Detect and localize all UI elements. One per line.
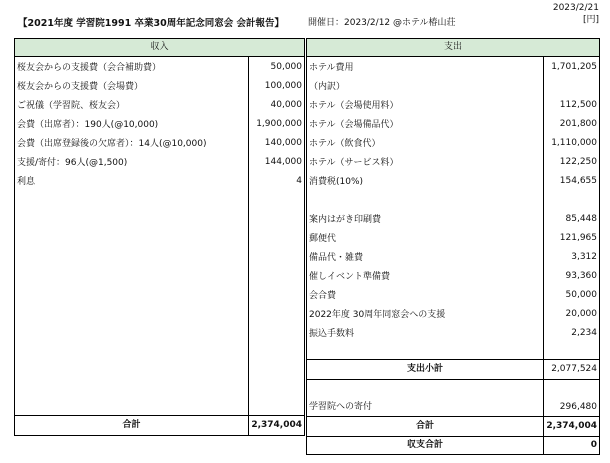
income-total-amount: 2,374,004 [248, 416, 304, 435]
expense-row [307, 247, 599, 266]
expense-total-label: 合計 [415, 421, 434, 431]
expense-row-amount: 154,655 [559, 175, 597, 186]
expense-row [307, 190, 599, 209]
donation-label: 学習院への寄付 [309, 402, 373, 412]
expense-row-label: ホテル費用 [309, 63, 354, 73]
expense-subtotal-row [307, 359, 599, 380]
expense-row-label: ホテル（サービス料） [309, 158, 399, 168]
expense-row-amount: 1,110,000 [551, 137, 597, 148]
income-row [15, 133, 304, 152]
expense-row-amount: 2,234 [571, 327, 597, 338]
expense-row-label: 振込手数料 [309, 329, 355, 339]
expense-row-label [307, 190, 543, 209]
income-row-label: 桜友会からの支援費（会合補助費） [17, 63, 162, 73]
expense-row-label: ホテル（会場備品代） [309, 120, 399, 130]
expense-row [307, 133, 599, 152]
expense-row-label: 2022年度 30周年同窓会への支援 [309, 310, 446, 320]
expense-row-amount: 112,500 [559, 99, 597, 110]
donation-amount: 296,480 [559, 402, 597, 412]
expense-row-label: ホテル（飲食代） [309, 139, 381, 149]
donation-row [307, 398, 599, 417]
expense-row-amount: 50,000 [565, 289, 597, 300]
expense-row-amount: 201,800 [559, 118, 597, 129]
income-row-amount: 4 [296, 175, 302, 186]
income-row-amount: 140,000 [264, 137, 302, 148]
expense-heading: 支出 [307, 39, 599, 57]
income-row-label: 支援/寄付：96人(@1,500) [17, 158, 128, 168]
expense-row-amount: 1,701,205 [551, 61, 597, 72]
income-row-label: ご祝儀（学習院、桜友会） [17, 101, 126, 111]
income-table [15, 57, 304, 190]
expense-row-label: 会合費 [309, 291, 337, 301]
income-row-amount: 144,000 [264, 156, 302, 167]
report-title: 【2021年度 学習院1991 卒業30周年記念同窓会 会計報告】 [18, 18, 285, 29]
report-date: 2023/2/21 [552, 3, 599, 13]
expense-row [307, 76, 599, 95]
expense-row-label: 案内はがき印刷費 [309, 215, 382, 225]
income-row-amount: 40,000 [270, 99, 302, 110]
expense-row-label: 郵便代 [309, 234, 337, 244]
expense-row-amount: 3,312 [571, 251, 597, 262]
income-total-row [15, 415, 304, 435]
expense-row [307, 209, 599, 228]
expense-row-amount [543, 190, 599, 209]
expense-row [307, 57, 599, 76]
income-row [15, 152, 304, 171]
income-row [15, 57, 304, 76]
expense-row [307, 285, 599, 304]
income-row-label: 会費（出席登録後の欠席者）：14人(@10,000) [17, 139, 207, 149]
income-section [14, 38, 305, 436]
event-info: 開催日：2023/2/12 @ホテル椿山荘 [308, 18, 456, 28]
expense-row-amount: 20,000 [565, 308, 597, 319]
income-row-amount: 50,000 [270, 61, 302, 72]
expense-row [307, 152, 599, 171]
expense-row [307, 114, 599, 133]
income-total-label: 合計 [122, 420, 141, 430]
expense-row-amount: 122,250 [559, 156, 597, 167]
expense-row-label: ホテル（会場使用料） [309, 101, 399, 111]
income-row-amount: 1,900,000 [256, 118, 302, 129]
income-row [15, 114, 304, 133]
balance-row [307, 436, 599, 454]
expense-row-amount: 121,965 [559, 232, 597, 243]
income-divider [248, 57, 249, 416]
income-row-amount: 100,000 [264, 80, 302, 91]
expense-row [307, 266, 599, 285]
expense-total-row [307, 416, 599, 437]
income-row [15, 95, 304, 114]
expense-row-label: 消費税(10%) [309, 177, 364, 187]
balance-label: 収支合計 [406, 440, 443, 450]
income-row-label: 桜友会からの支援費（会場費） [17, 82, 144, 92]
expense-row-amount: 93,360 [565, 270, 597, 281]
expense-row [307, 228, 599, 247]
expense-section [306, 38, 600, 455]
income-row [15, 171, 304, 190]
expense-row-amount [543, 76, 599, 95]
income-row [15, 76, 304, 95]
income-row-label: 会費（出席者）：190人(@10,000) [17, 120, 159, 130]
expense-row [307, 304, 599, 323]
expense-total-amount: 2,374,004 [546, 421, 597, 431]
expense-row-label: 催しイベント準備費 [309, 272, 391, 282]
expense-row [307, 323, 599, 342]
currency-unit: [円] [582, 15, 599, 25]
expense-subtotal-amount: 2,077,524 [551, 364, 597, 374]
income-row-label: 利息 [17, 177, 36, 187]
expense-divider [543, 57, 544, 454]
expense-row [307, 171, 599, 190]
expense-row-label: 備品代・雑費 [309, 253, 364, 263]
expense-table [307, 57, 599, 342]
expense-row-amount: 85,448 [565, 213, 597, 224]
expense-row-label: （内訳） [309, 82, 346, 92]
balance-amount: 0 [590, 440, 597, 450]
expense-row [307, 95, 599, 114]
expense-subtotal-label: 支出小計 [406, 364, 443, 374]
income-heading: 収入 [15, 39, 304, 57]
